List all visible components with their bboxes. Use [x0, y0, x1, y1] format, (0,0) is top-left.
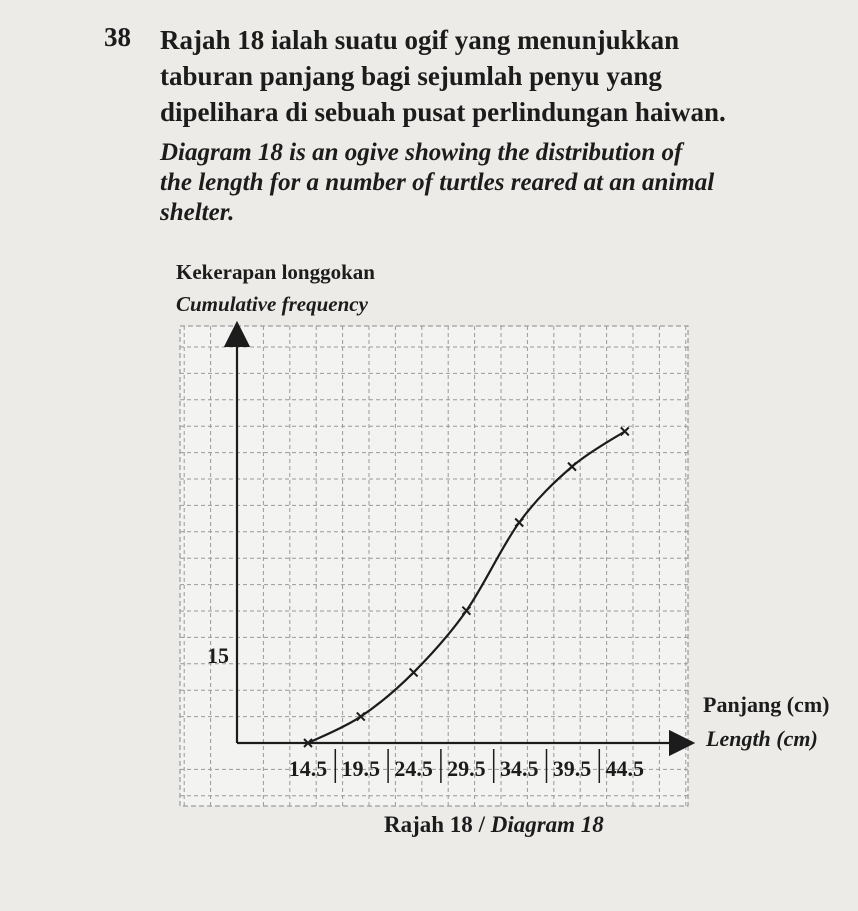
x-tick-label: 29.5 [447, 756, 486, 781]
grid [180, 326, 688, 806]
x-axis-label-malay: Panjang (cm) [703, 692, 830, 717]
grid-frame [180, 326, 688, 806]
x-tick-label: 44.5 [605, 756, 645, 781]
x-tick-label: 19.5 [341, 756, 381, 781]
question-text-english-line-1: Diagram 18 is an ogive showing the distribution of [160, 139, 683, 166]
x-tick-label: 39.5 [552, 756, 592, 781]
x-tick-label: 14.5 [288, 756, 328, 781]
question-text-english-line-2: the length for a number of turtles reared at an animal [160, 169, 715, 196]
caption-malay: Rajah 18 [384, 812, 473, 837]
question-text-english-line-3: shelter. [160, 199, 235, 226]
question-text-malay-line-2: taburan panjang bagi sejumlah penyu yang [160, 61, 662, 91]
caption-english: Diagram 18 [490, 812, 604, 837]
x-tick-label: 24.5 [394, 756, 433, 781]
diagram-caption [384, 812, 604, 838]
question-text-malay-line-1: Rajah 18 ialah suatu ogif yang menunjukkan [160, 25, 680, 55]
y-tick-labels [207, 643, 229, 668]
question-number: 38 [104, 22, 131, 52]
x-tick-label: 34.5 [499, 756, 539, 781]
caption-separator: / [472, 812, 491, 837]
y-tick-label: 15 [207, 642, 229, 668]
y-axis-label-english: Cumulative frequency [176, 292, 368, 316]
y-axis-label-malay: Kekerapan longgokan [176, 260, 375, 284]
x-axis-label-english: Length (cm) [706, 726, 818, 751]
question-text-malay-line-3: dipelihara di sebuah pusat perlindungan haiwan. [160, 97, 726, 127]
